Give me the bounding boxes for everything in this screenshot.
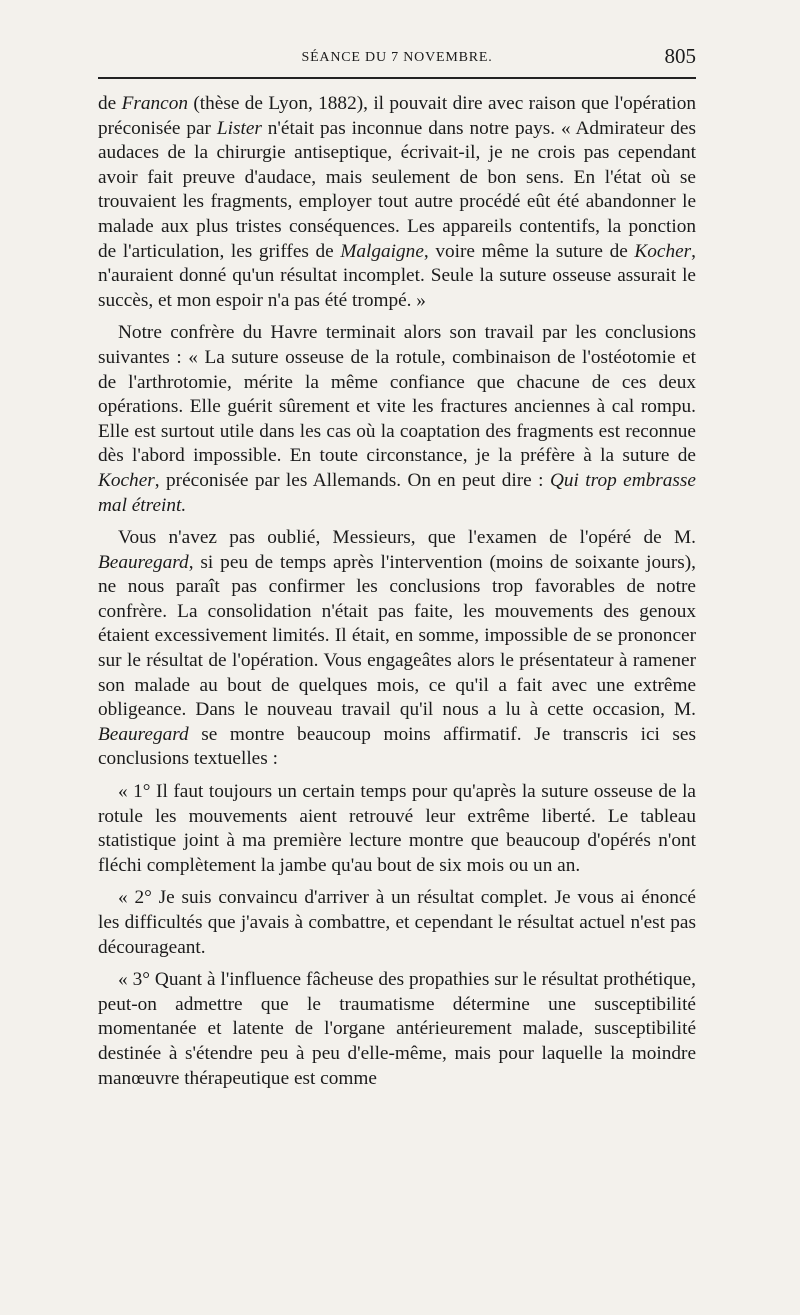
text-span: de <box>98 93 122 114</box>
paragraph-3 <box>98 526 696 772</box>
paragraph-4: « 1° Il faut toujours un certain temps pour qu'après la suture osseuse de la rotule les mouvements aient retrouvé leur extrême liberté. Le tableau statistique joint à ma première lecture montre que beaucoup d'opérés n'ont fléchi complètement la jambe qu'au bout de six mois ou un an. <box>98 781 696 876</box>
person-name: Malgaigne <box>340 240 424 262</box>
text-span: Notre confrère du Havre terminait alors son travail par les conclusions suivantes : « La suture osseuse de la rotule, combinaison de l'ostéotomie et de l'arthrotomie, mérite la même confiance que chacune de ces deux opérations. Elle guérit sûrement et vite les fractures anciennes à cal rompu. Elle est surtout utile dans les cas où la coaptation des fragments est reconnue dès l'abord impossible. En toute circonstance, je la préfère à la suture de <box>98 322 696 467</box>
person-name: Francon <box>121 93 188 114</box>
person-name: Lister <box>216 117 262 139</box>
page-number: 805 <box>664 44 696 68</box>
text-span: , n'auraient donné qu'un résultat incomplet. Seule la suture osseuse assurait le succès, et mon espoir n'a pas été trompé. » <box>98 240 696 311</box>
text-span: (thèse de Lyon, 1882), il pouvait dire avec raison que l'opération préconisée par <box>98 93 696 139</box>
body-text <box>98 92 696 1091</box>
person-name: Beauregard <box>98 551 189 573</box>
paragraph-2 <box>98 321 696 518</box>
header-rule <box>98 77 696 79</box>
running-head: SÉANCE DU 7 NOVEMBRE. <box>301 50 493 65</box>
page-header <box>98 44 696 74</box>
paragraph-5: « 2° Je suis convaincu d'arriver à un résultat complet. Je vous ai énoncé les difficultés que j'avais à combattre, et cependant le résultat actuel n'est pas décourageant. <box>98 887 696 958</box>
person-name: Kocher <box>98 469 155 491</box>
paragraph-1 <box>98 92 696 313</box>
text-span: n'était pas inconnue dans notre pays. « Admirateur des audaces de la chirurgie antiseptique, écrivait-il, je ne crois pas cependant avoir fait preuve d'audace, mais seulement de bon sens. En l'état où se trouvaient les fragments, employer tout autre procédé eût été abandonner le malade aux plus tristes conséquences. Les appareils contentifs, la ponction de l'articulation, les griffes de <box>98 117 696 262</box>
italic-quote: Qui trop embrasse mal étreint. <box>98 469 696 516</box>
text-span: se montre beaucoup moins affirmatif. Je transcris ici ses conclusions textuelles : <box>98 723 696 770</box>
text-span: , si peu de temps après l'intervention (moins de soixante jours), ne nous paraît pas confirmer les conclusions trop favorables de notre confrère. La consolidation n'était pas faite, les mouvements des genoux étaient excessivement limités. Il était, en somme, impossible de se prononcer sur le résultat de l'opération. Vous engageâtes alors le présentateur à ramener son malade au bout de quelques mois, ce qu'il a fait avec une extrême obligeance. Dans le nouveau travail qu'il nous a lu à cette occasion, M. <box>98 551 696 721</box>
text-span: , voire même la suture de <box>423 240 635 262</box>
person-name: Beauregard <box>98 723 189 745</box>
text-span: , préconisée par les Allemands. On en peut dire : <box>154 469 550 491</box>
person-name: Kocher <box>634 240 692 262</box>
text-span: Vous n'avez pas oublié, Messieurs, que l'examen de l'opéré de M. <box>118 527 696 549</box>
paragraph-6: « 3° Quant à l'influence fâcheuse des propathies sur le résultat prothétique, peut-on admettre que le traumatisme détermine une susceptibilité momentanée et latente de l'organe antérieurement malade, susceptibilité destinée à s'étendre peu à peu d'elle-même, mais pour laquelle la moindre manœuvre thérapeutique est comme <box>98 969 696 1089</box>
